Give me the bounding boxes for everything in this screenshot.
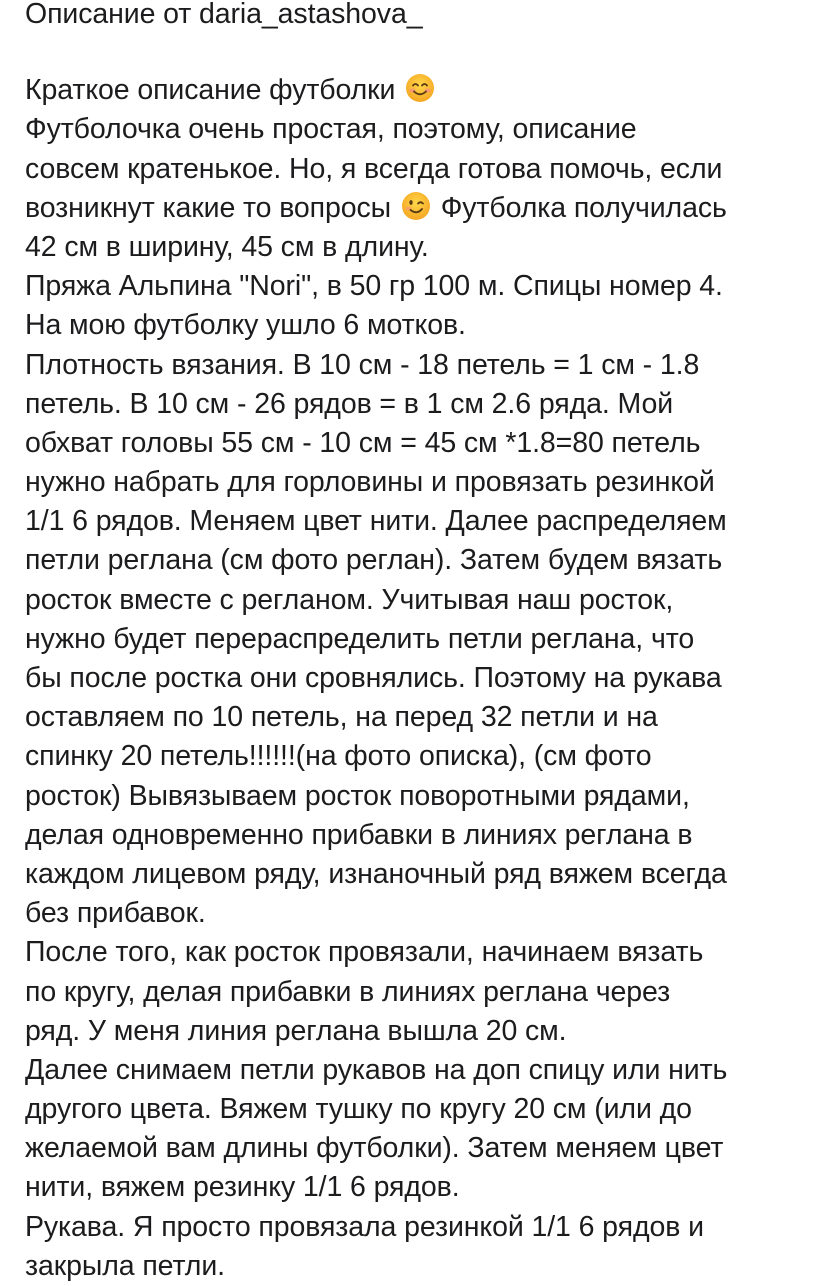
author-line: Описание от daria_astashova_ [25, 0, 423, 30]
text-line-summary-title [25, 71, 805, 110]
text-line: После того, как росток провязали, начинаем вязать [25, 936, 704, 969]
text-line: 1/1 6 рядов. Меняем цвет нити. Далее распределяем [25, 505, 727, 538]
blank-line [25, 32, 805, 71]
text-line: Плотность вязания. В 10 см - 18 петель = 1 см - 1.8 [25, 348, 700, 381]
text-line: росток) Вывязываем росток поворотными рядами, [25, 779, 690, 812]
text-line: росток вместе с регланом. Учитывая наш росток, [25, 583, 674, 616]
text-line: каждом лицевом ряду, изнаночный ряд вяжем всегда [25, 857, 727, 890]
text-segment: Краткое описание футболки [25, 74, 396, 107]
text-line: Далее снимаем петли рукавов на доп спицу или нить [25, 1053, 728, 1086]
text-line: На мою футболку ушло 6 мотков. [25, 309, 466, 342]
winking-face-emoji-icon [401, 191, 431, 221]
text-line: нужно будет перераспределить петли реглана, что [25, 622, 695, 655]
text-line: оставляем по 10 петель, на перед 32 петли и на [25, 701, 658, 734]
text-line: Пряжа Альпина "Nori", в 50 гр 100 м. Спицы номер 4. [25, 270, 723, 303]
text-line: обхват головы 55 см - 10 см = 45 см *1.8=80 петель [25, 426, 701, 459]
text-line: петли реглана (см фото реглан). Затем будем вязать [25, 544, 723, 577]
text-line: без прибавок. [25, 897, 206, 930]
text-line: Футболочка очень простая, поэтому, описание [25, 113, 637, 146]
text-line: делая одновременно прибавки в линиях реглана в [25, 818, 693, 851]
text-line: спинку 20 петель!!!!!!(на фото описка), (см фото [25, 740, 652, 773]
post-description [25, 0, 805, 1286]
text-segment: Футболка получилась [440, 191, 727, 224]
text-line: желаемой вам длины футболки). Затем меняем цвет [25, 1132, 724, 1165]
text-line: нити, вяжем резинку 1/1 6 рядов. [25, 1171, 460, 1204]
text-line: петель. В 10 см - 26 рядов = в 1 см 2.6 ряда. Мой [25, 387, 674, 420]
text-line: 42 см в ширину, 45 см в длину. [25, 230, 429, 263]
text-line: совсем кратенькое. Но, я всегда готова помочь, если [25, 152, 723, 185]
text-line: другого цвета. Вяжем тушку по кругу 20 см (или до [25, 1093, 692, 1126]
text-line: по кругу, делая прибавки в линиях реглана через [25, 975, 671, 1008]
text-line: нужно набрать для горловины и провязать резинкой [25, 466, 715, 499]
text-segment: возникнут какие то вопросы [25, 191, 392, 224]
text-line-with-emoji [25, 189, 805, 228]
text-line: Рукава. Я просто провязала резинкой 1/1 6 рядов и [25, 1210, 704, 1243]
text-line: бы после ростка они сровнялись. Поэтому на рукава [25, 662, 722, 694]
smiling-face-emoji-icon [405, 73, 435, 103]
text-line: закрыла петли. [25, 1249, 225, 1282]
text-line: ряд. У меня линия реглана вышла 20 см. [25, 1014, 567, 1047]
